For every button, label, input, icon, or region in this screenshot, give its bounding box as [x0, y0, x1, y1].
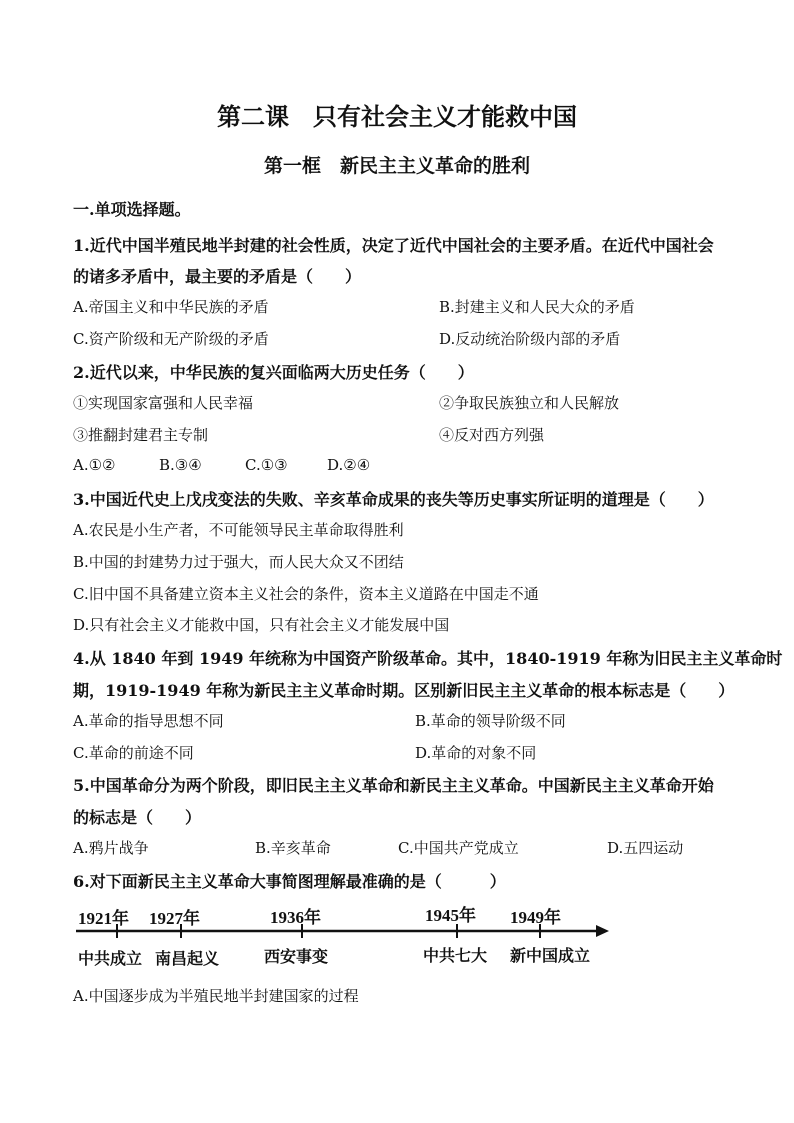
question-text: 4.从 1840 年到 1949 年统称为中国资产阶级革命。其中，1840-1919 年称为旧民主主义革命时 [73, 649, 783, 668]
statement-4: ④反对西方列强 [439, 426, 545, 444]
question-text: 3.中国近代史上戊戌变法的失败、辛亥革命成果的丧失等历史事实所证明的道理是（ ） [73, 490, 714, 509]
timeline-year-1921: 1921年 [78, 909, 129, 928]
option-b: B.封建主义和人民大众的矛盾 [439, 298, 635, 316]
option-b: B.中国的封建势力过于强大，而人民大众又不团结 [73, 553, 404, 571]
option-a: A.鸦片战争 [73, 839, 149, 857]
option-a: A.①② [73, 456, 116, 474]
option-d: D.只有社会主义才能救中国，只有社会主义才能发展中国 [73, 616, 450, 634]
option-d: D.②④ [327, 456, 371, 474]
timeline-arrow-icon [596, 925, 609, 937]
q6-option-a: A.中国逐步成为半殖民地半封建国家的过程 [73, 987, 359, 1005]
option-a: A.革命的指导思想不同 [73, 712, 224, 730]
question-text: 期，1919-1949 年称为新民主主义革命时期。区别新旧民主主义革命的根本标志是（ ） [73, 681, 735, 700]
section-heading: 一.单项选择题。 [73, 200, 191, 219]
timeline-event: 新中国成立 [510, 946, 591, 965]
option-a: A.农民是小生产者，不可能领导民主革命取得胜利 [73, 521, 404, 539]
option-b: B.③④ [159, 456, 202, 474]
timeline-year-1949: 1949年 [510, 908, 561, 927]
option-c: C.革命的前途不同 [73, 744, 194, 762]
option-d: D.五四运动 [607, 839, 684, 857]
page-title: 第二课 只有社会主义才能救中国 [217, 102, 577, 131]
option-c: C.旧中国不具备建立资本主义社会的条件，资本主义道路在中国走不通 [73, 585, 539, 603]
option-b: B.革命的领导阶级不同 [415, 712, 566, 730]
option-b: B.辛亥革命 [255, 839, 331, 857]
question-text: 6.对下面新民主主义革命大事简图理解最准确的是（ ） [73, 872, 506, 891]
question-text: 1.近代中国半殖民地半封建的社会性质，决定了近代中国社会的主要矛盾。在近代中国社会 [73, 236, 714, 255]
timeline-event: 西安事变 [264, 947, 329, 966]
timeline-year-1936: 1936年 [270, 908, 321, 927]
question-text: 5.中国革命分为两个阶段，即旧民主主义革命和新民主主义革命。中国新民主主义革命开始 [73, 776, 714, 795]
question-text: 2.近代以来，中华民族的复兴面临两大历史任务（ ） [73, 363, 474, 382]
statement-2: ②争取民族独立和人民解放 [439, 394, 620, 412]
question-text: 的标志是（ ） [73, 808, 202, 827]
statement-3: ③推翻封建君主专制 [73, 426, 209, 444]
question-text: 的诸多矛盾中，最主要的矛盾是（ ） [73, 267, 362, 286]
option-d: D.革命的对象不同 [415, 744, 537, 762]
section-subtitle: 第一框 新民主主义革命的胜利 [263, 155, 530, 177]
timeline-year-1945: 1945年 [425, 906, 476, 925]
timeline-year-1927: 1927年 [149, 909, 200, 928]
option-a: A.帝国主义和中华民族的矛盾 [73, 298, 269, 316]
option-c: C.中国共产党成立 [398, 839, 519, 857]
timeline-event: 中共成立 [78, 949, 143, 968]
timeline-event: 南昌起义 [155, 949, 220, 968]
option-c: C.①③ [245, 456, 288, 474]
option-c: C.资产阶级和无产阶级的矛盾 [73, 330, 269, 348]
option-d: D.反动统治阶级内部的矛盾 [439, 330, 621, 348]
timeline-event: 中共七大 [423, 946, 488, 965]
statement-1: ①实现国家富强和人民幸福 [73, 394, 254, 412]
